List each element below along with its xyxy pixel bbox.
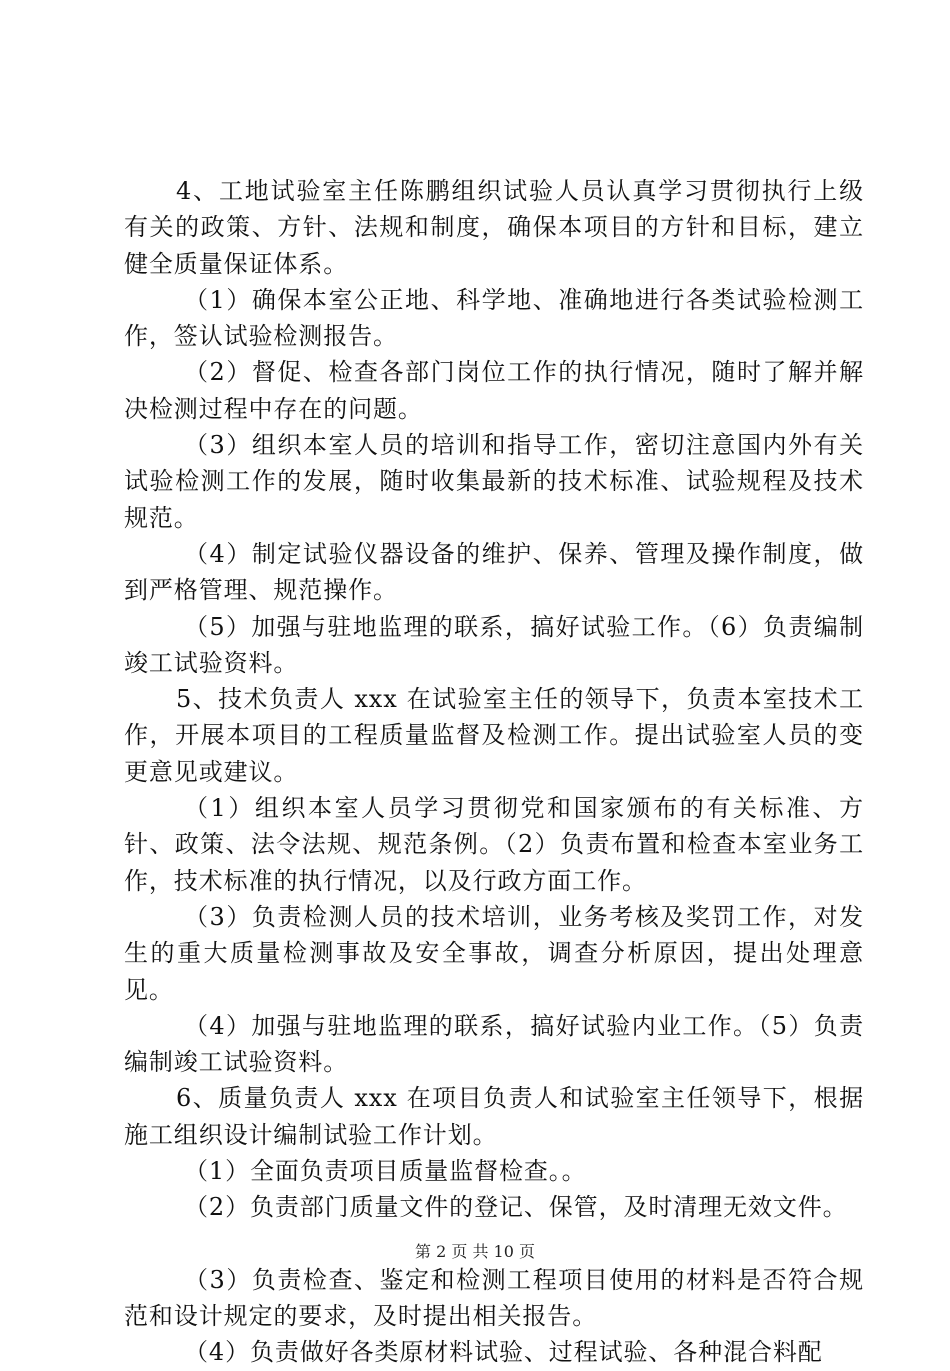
paragraph-item-5-1-2: （1）组织本室人员学习贯彻党和国家颁布的有关标准、方针、政策、法令法规、规范条例。（2）负责布置和检查本室业务工作，技术标准的执行情况，以及行政方面工作。 bbox=[124, 794, 864, 895]
document-body bbox=[124, 173, 864, 1371]
paragraph-item-4-1: （1）确保本室公正地、科学地、准确地进行各类试验检测工作，签认试验检测报告。 bbox=[124, 285, 864, 351]
paragraph-item-6-3: （3）负责检查、鉴定和检测工程项目使用的材料是否符合规范和设计规定的要求，及时提出相关报告。 bbox=[124, 1265, 864, 1330]
paragraph-section-6: 6、质量负责人 xxx 在项目负责人和试验室主任领导下，根据施工组织设计编制试验工作计划。 bbox=[124, 1084, 864, 1149]
paragraph-item-6-4: （4）负责做好各类原材料试验、过程试验、各种混合料配 bbox=[184, 1338, 823, 1367]
paragraph-section-5: 5、技术负责人 xxx 在试验室主任的领导下，负责本室技术工作，开展本项目的工程质量监督及检测工作。提出试验室人员的变更意见或建议。 bbox=[124, 685, 864, 786]
page-footer bbox=[0, 1242, 950, 1262]
paragraph-item-6-2: （2）负责部门质量文件的登记、保管，及时清理无效文件。 bbox=[184, 1193, 848, 1222]
paragraph-section-4: 4、工地试验室主任陈鹏组织试验人员认真学习贯彻执行上级有关的政策、方针、法规和制度，确保本项目的方针和目标，建立健全质量保证体系。 bbox=[124, 177, 864, 278]
paragraph-item-4-2: （2）督促、检查各部门岗位工作的执行情况，随时了解并解决检测过程中存在的问题。 bbox=[124, 358, 864, 423]
paragraph-item-5-4-5: （4）加强与驻地监理的联系，搞好试验内业工作。（5）负责编制竣工试验资料。 bbox=[124, 1011, 864, 1077]
paragraph-item-4-3: （3）组织本室人员的培训和指导工作，密切注意国内外有关试验检测工作的发展，随时收集最新的技术标准、试验规程及技术规范。 bbox=[124, 431, 864, 532]
page-number-label: 第 2 页 共 10 页 bbox=[415, 1242, 535, 1261]
paragraph-item-4-5-6: （5）加强与驻地监理的联系，搞好试验工作。（6）负责编制竣工试验资料。 bbox=[124, 612, 864, 677]
paragraph-item-6-1: （1）全面负责项目质量监督检查。。 bbox=[184, 1157, 587, 1186]
paragraph-item-4-4: （4）制定试验仪器设备的维护、保养、管理及操作制度，做到严格管理、规范操作。 bbox=[124, 539, 864, 605]
paragraph-item-5-3: （3）负责检测人员的技术培训，业务考核及奖罚工作，对发生的重大质量检测事故及安全事故，调查分析原因，提出处理意见。 bbox=[124, 902, 864, 1004]
